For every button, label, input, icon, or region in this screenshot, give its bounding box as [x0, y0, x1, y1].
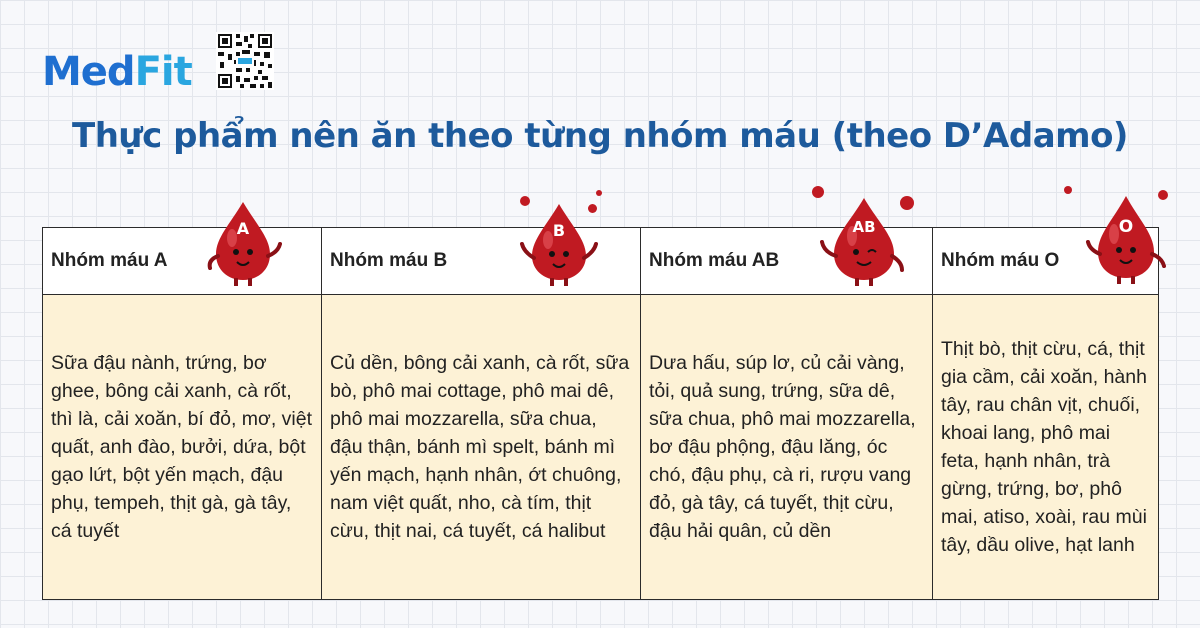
blood-drop-a-label: A: [236, 219, 250, 238]
header-blood-type-ab: Nhóm máu AB: [641, 228, 933, 295]
blood-drop-a-icon: [200, 198, 286, 292]
blood-drop-o-icon: [1082, 192, 1170, 292]
blood-bubble-icon: [596, 190, 602, 196]
blood-drop-ab-icon: [816, 194, 912, 292]
blood-drop-b-label: B: [552, 221, 566, 240]
header-blood-type-a: Nhóm máu A: [43, 228, 322, 295]
blood-drop-b-icon: [514, 198, 604, 292]
page-title: Thực phẩm nên ăn theo từng nhóm máu (theo D’Adamo): [72, 116, 1128, 156]
table-row: [43, 295, 1159, 600]
blood-drop-ab-label: AB: [852, 218, 876, 236]
logo-text-med: Med: [42, 49, 135, 95]
header-blood-type-o: Nhóm máu O: [933, 228, 1159, 295]
foods-blood-type-ab: Dưa hấu, súp lơ, củ cải vàng, tỏi, quả sung, trứng, sữa dê, sữa chua, phô mai mozzarella, bơ đậu phộng, đậu lăng, óc chó, đậu phụ, cà ri, rượu vang đỏ, gà tây, cá tuyết, thịt cừu, đậu hải quân, củ dền: [641, 295, 933, 600]
medfit-logo: [42, 50, 192, 94]
foods-blood-type-b: Củ dền, bông cải xanh, cà rốt, sữa bò, phô mai cottage, phô mai dê, phô mai mozzarella, sữa chua, đậu thận, bánh mì spelt, bánh mì yến mạch, hạnh nhân, ớt chuông, nam việt quất, nho, cà tím, thịt cừu, thịt nai, cá tuyết, cá halibut: [322, 295, 641, 600]
header-blood-type-b: Nhóm máu B: [322, 228, 641, 295]
blood-bubble-icon: [1064, 186, 1072, 194]
blood-drop-o-label: O: [1118, 217, 1134, 237]
foods-blood-type-o: Thịt bò, thịt cừu, cá, thịt gia cầm, cải xoăn, hành tây, rau chân vịt, chuối, khoai lang, phô mai feta, hạnh nhân, trà gừng, trứng, bơ, phô mai, atiso, xoài, rau mùi tây, dầu olive, hạt lanh: [933, 295, 1159, 600]
logo-text-fit: Fit: [134, 49, 192, 95]
qr-code-icon: [216, 32, 274, 90]
foods-blood-type-a: Sữa đậu nành, trứng, bơ ghee, bông cải xanh, cà rốt, thì là, cải xoăn, bí đỏ, mơ, việt quất, anh đào, bưởi, dứa, bột gạo lứt, bột yến mạch, đậu phụ, tempeh, thịt gà, gà tây, cá tuyết: [43, 295, 322, 600]
